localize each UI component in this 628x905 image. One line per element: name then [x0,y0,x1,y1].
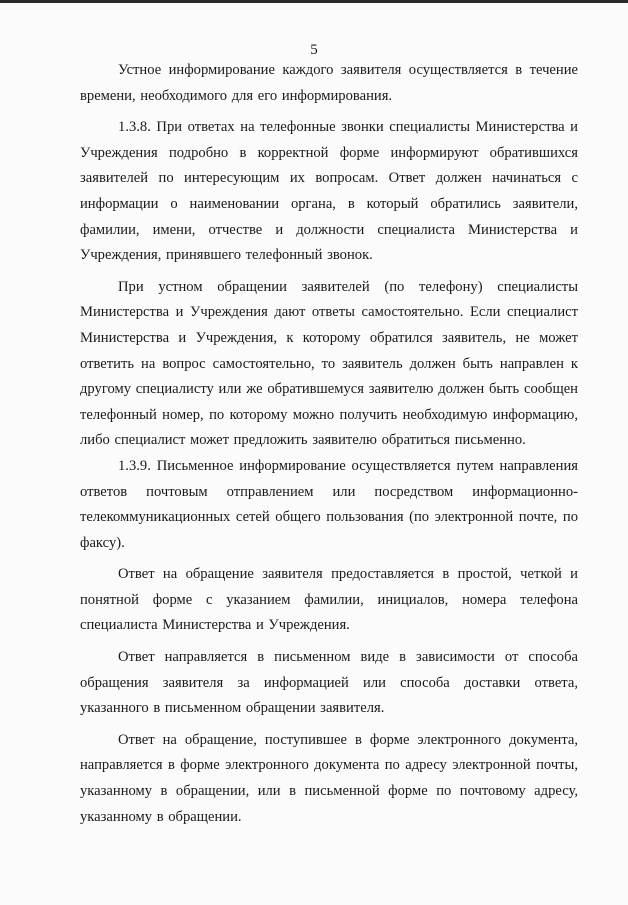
document-body [80,58,578,830]
paragraph-answer-electronic: Ответ на обращение, поступившее в форме электронного документа, направляется в форме электронного документа по адресу электронной почты, указанному в обращении, или в письменной форме по почтовому адресу, указанному в обращении. [80,731,578,825]
paragraph-answer-form: Ответ на обращение заявителя предоставляется в простой, четкой и понятной форме с указанием фамилии, инициалов, номера телефона специалиста Министерства и Учреждения. [80,566,578,634]
paragraph-answer-written: Ответ направляется в письменном виде в зависимости от способа обращения заявителя за информацией или способа доставки ответа, указанного в письменном обращении заявителя. [80,649,578,717]
page-number: 5 [310,42,318,58]
paragraph-oral-info: Устное информирование каждого заявителя осуществляется в течение времени, необходимого для его информирования. [80,62,578,104]
paragraph-oral-appeal: При устном обращении заявителей (по телефону) специалисты Министерства и Учреждения дают ответы самостоятельно. Если специалист Министерства и Учреждения, к которому обратился заявитель, не может ответить на вопрос самостоятельно, то заявитель должен быть направлен к другому специалисту или же обратившемуся заявителю должен быть сообщен телефонный номер, по которому можно получить необходимую информацию, либо специалист может предложить заявителю обратиться письменно. [80,278,578,449]
paragraph-1-3-8: 1.3.8. При ответах на телефонные звонки специалисты Министерства и Учреждения подробно в корректной форме информируют обратившихся заявителей по интересующим их вопросам. Ответ должен начинаться с информации о наименовании органа, в который обратились заявители, фамилии, имени, отчестве и должности специалиста Министерства и Учреждения, принявшего телефонный звонок. [80,119,578,264]
paragraph-1-3-9: 1.3.9. Письменное информирование осуществляется путем направления ответов почтовым отправлением или посредством информационно-телекоммуникационных сетей общего пользования (по электронной почте, по факсу). [80,457,578,551]
scan-top-edge [0,0,628,3]
